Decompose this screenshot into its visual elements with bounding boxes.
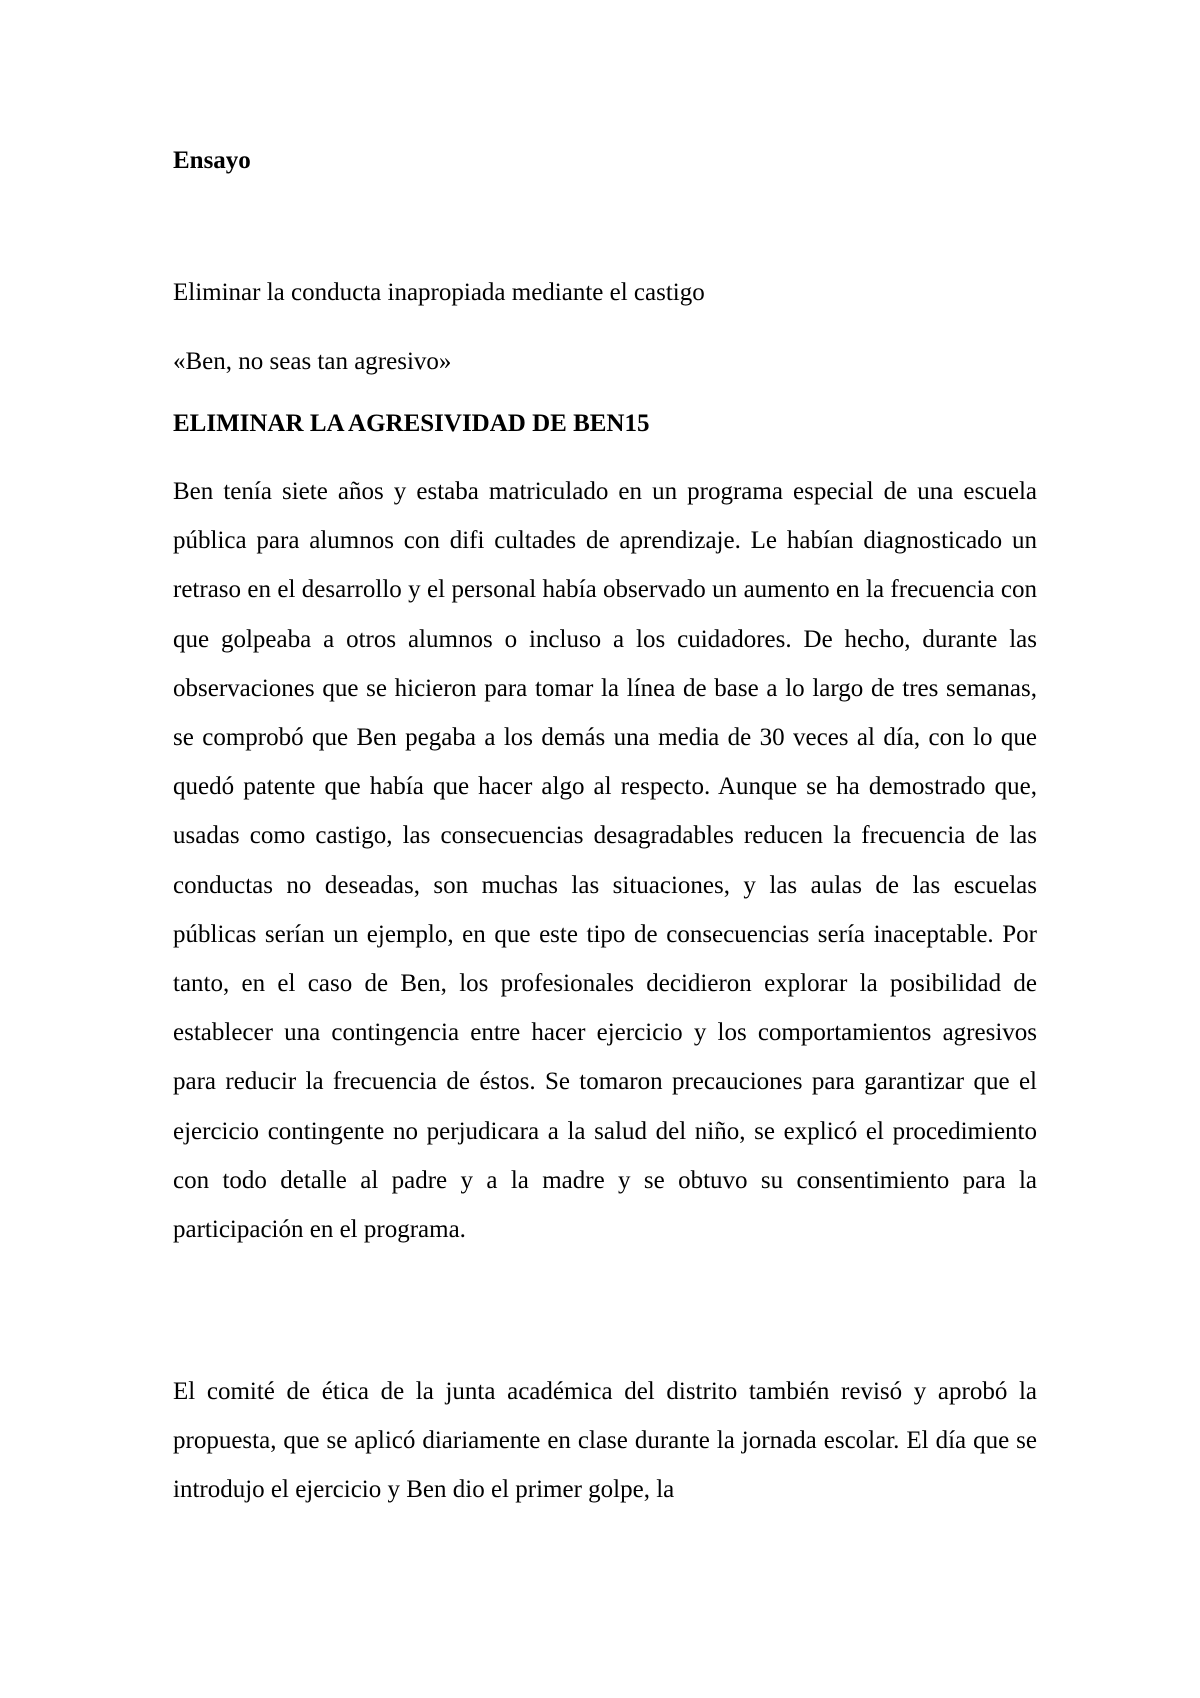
document-heading: Ensayo [173, 147, 251, 174]
essay-subtitle: «Ben, no seas tan agresivo» [173, 348, 452, 375]
paragraph: Ben tenía siete años y estaba matriculado en un programa especial de una escuela pública para alumnos con difi cultades de aprendizaje. Le habían diagnosticado un retraso en el desarrollo y el personal había observado un aumento en la frecuencia con que golpeaba a otros alumnos o incluso a los cuidadores. De hecho, durante las observaciones que se hicieron para tomar la línea de base a lo largo de tres semanas, se comprobó que Ben pegaba a los demás una media de 30 veces al día, con lo que quedó patente que había que hacer algo al respecto. Aunque se ha demostrado que, usadas como castigo, las consecuencias desagradables reducen la frecuencia de las conductas no deseadas, son muchas las situaciones, y las aulas de las escuelas públicas serían un ejemplo, en que este tipo de consecuencias sería inaceptable. Por tanto, en el caso de Ben, los profesionales decidieron explorar la posibilidad de establecer una contingencia entre hacer ejercicio y los comportamientos agresivos para reducir la frecuencia de éstos. Se tomaron precauciones para garantizar que el ejercicio contingente no perjudicara a la salud del niño, se explicó el procedimiento con todo detalle al padre y a la madre y se obtuvo su consentimiento para la participación en el programa. [173, 478, 1037, 1244]
paragraph: El comité de ética de la junta académica del distrito también revisó y aprobó la propuesta, que se aplicó diariamente en clase durante la jornada escolar. El día que se introdujo el ejercicio y Ben dio el primer golpe, la [173, 1378, 1037, 1504]
section-heading: ELIMINAR LA AGRESIVIDAD DE BEN15 [173, 410, 650, 437]
essay-title: Eliminar la conducta inapropiada mediante el castigo [173, 279, 705, 306]
